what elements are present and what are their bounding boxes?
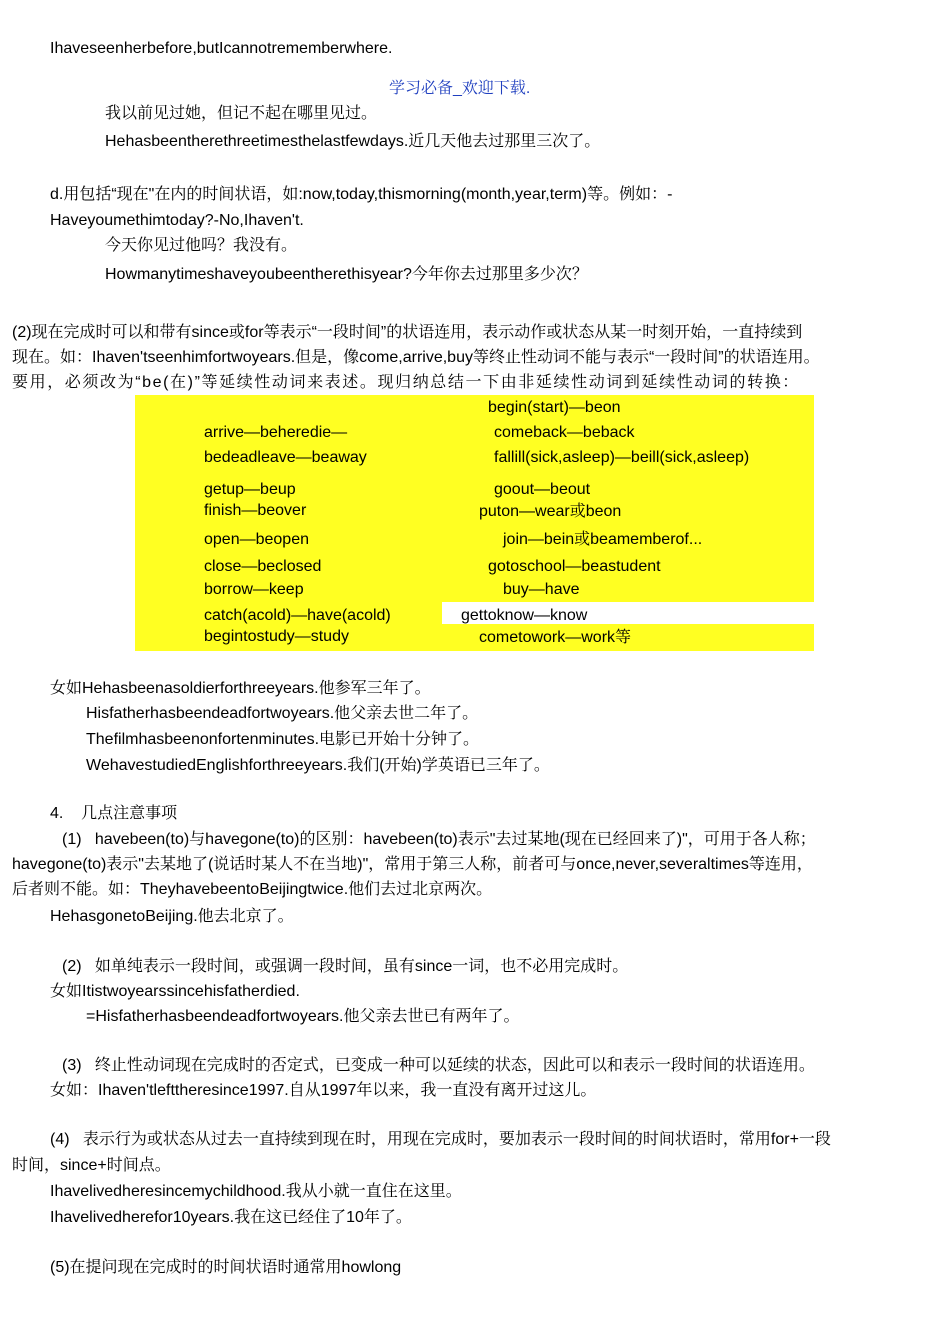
table-cell: cometowork—work等 [479, 629, 632, 646]
text-line: WehavestudiedEnglishforthreeyears.我们(开始)学英语已三年了。 [86, 757, 550, 774]
text-line: 今天你见过他吗？我没有。 [105, 237, 298, 254]
table-cell: borrow—keep [204, 581, 304, 598]
text-line: 要用，必须改为“be(在)”等延续性动词来表述。现归纳总结一下由非延续性动词到延续性动词的转换： [12, 374, 800, 391]
table-cell: finish—beover [204, 502, 307, 519]
text-line: (5)在提问现在完成时的时间状语时通常用howlong [50, 1259, 402, 1276]
text-line: Hisfatherhasbeendeadfortwoyears.他父亲去世二年了。 [86, 705, 479, 722]
table-cell: catch(acold)—have(acold) [204, 607, 391, 624]
text-line: (1) havebeen(to)与havegone(to)的区别：havebeen(to)表示"去过某地(现在已经回来了)"，可用于各人称； [62, 831, 816, 848]
text-line: 我以前见过她，但记不起在哪里见过。 [105, 105, 378, 122]
table-cell: fallill(sick,asleep)—beill(sick,asleep) [494, 449, 750, 466]
page-header: 学习必备_欢迎下载. [389, 80, 531, 97]
table-cell: join—bein或beamemberof... [503, 531, 703, 548]
table-cell: puton—wear或beon [479, 503, 622, 520]
text-line: 后者则不能。如：TheyhavebeentoBeijingtwice.他们去过北京两次。 [12, 881, 493, 898]
text-line: (2) 如单纯表示一段时间，或强调一段时间，虽有since一词，也不必用完成时。 [62, 958, 629, 975]
section-heading: 4. 几点注意事项 [50, 805, 178, 822]
table-cell: buy—have [503, 581, 580, 598]
text-line: Hehasbeentherethreetimesthelastfewdays.近几天他去过那里三次了。 [105, 133, 601, 150]
text-line: Ihavelivedherefor10years.我在这已经住了10年了。 [50, 1209, 412, 1226]
text-line: (3) 终止性动词现在完成时的否定式，已变成一种可以延续的状态，因此可以和表示一段时间的状语连用。 [62, 1057, 815, 1074]
text-line: 女如Hehasbeenasoldierforthreeyears.他参军三年了。 [50, 680, 431, 697]
text-line: 时间，since+时间点。 [12, 1157, 171, 1174]
table-cell: gotoschool—beastudent [488, 558, 661, 575]
table-cell: begin(start)—beon [488, 399, 621, 416]
text-line: Thefilmhasbeenonfortenminutes.电影已开始十分钟了。 [86, 731, 480, 748]
table-cell: gettoknow—know [461, 607, 588, 624]
text-line: (2)现在完成时可以和带有since或for等表示“一段时间”的状语连用，表示动作或状态从某一时刻开始，一直持续到 [12, 324, 803, 341]
table-cell: begintostudy—study [204, 628, 349, 645]
text-line: havegone(to)表示"去某地了(说话时某人不在当地)"，常用于第三人称，前者可与once,never,severaltimes等连用， [12, 856, 813, 873]
text-line: Haveyoumethimtoday?-No,Ihaven't. [50, 212, 304, 229]
table-cell: open—beopen [204, 531, 309, 548]
table-cell: bedeadleave—beaway [204, 449, 367, 466]
text-line: Ihaveseenherbefore,butIcannotrememberwhere. [50, 40, 393, 57]
table-cell: goout—beout [494, 481, 591, 498]
table-cell: close—beclosed [204, 558, 322, 575]
text-line: 女如：Ihaven'tlefttheresince1997.自从1997年以来，我一直没有离开过这儿。 [50, 1082, 597, 1099]
text-line: 现在。如：Ihaven'tseenhimfortwoyears.但是，像come,arrive,buy等终止性动词不能与表示“一段时间”的状语连用。 [12, 349, 820, 366]
table-cell: getup—beup [204, 481, 296, 498]
text-line: (4) 表示行为或状态从过去一直持续到现在时，用现在完成时，要加表示一段时间的时间状语时，常用for+一段 [50, 1131, 831, 1148]
table-cell: arrive—beheredie— [204, 424, 348, 441]
text-line: HehasgonetoBeijing.他去北京了。 [50, 908, 294, 925]
text-line: Ihavelivedheresincemychildhood.我从小就一直住在这里。 [50, 1183, 462, 1200]
text-line: =Hisfatherhasbeendeadfortwoyears.他父亲去世已有两年了。 [86, 1008, 520, 1025]
table-cell: comeback—beback [494, 424, 635, 441]
text-line: Howmanytimeshaveyoubeentherethisyear?今年你去过那里多少次？ [105, 266, 588, 283]
text-line: d.用包括“现在"在内的时间状语，如:now,today,thismorning(month,year,term)等。例如：- [50, 186, 673, 203]
text-line: 女如Itistwoyearssincehisfatherdied. [50, 983, 300, 1000]
